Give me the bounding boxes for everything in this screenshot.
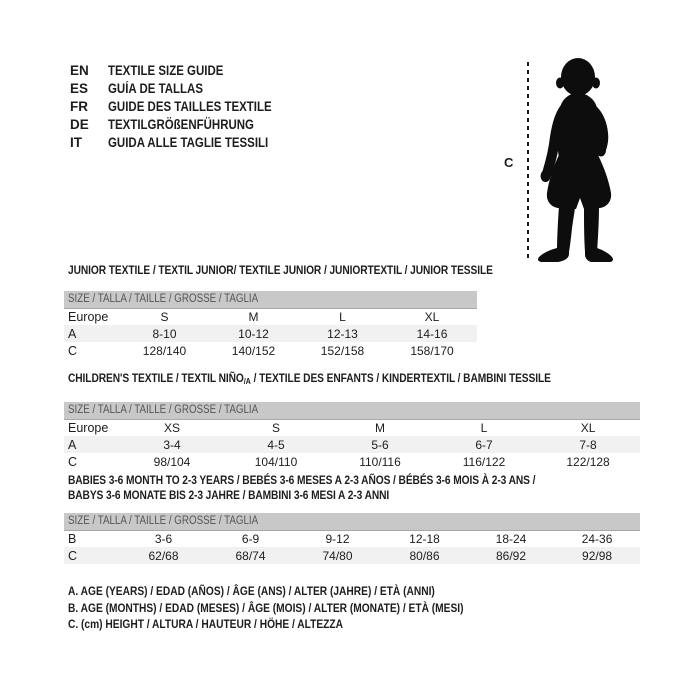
children-table-heading-text — [68, 371, 551, 389]
junior-size-table — [64, 291, 477, 359]
lang-code: ES — [70, 81, 89, 96]
size-cell: 5-6 — [328, 436, 432, 453]
toddler-silhouette — [536, 56, 624, 262]
lang-title: TEXTILGRÖßENFÜHRUNG — [108, 117, 254, 132]
lang-title: GUIDE DES TAILLES TEXTILE — [108, 99, 272, 114]
size-cell: 140/152 — [231, 343, 276, 358]
children-textile-section — [64, 371, 640, 470]
size-cell: 128/140 — [142, 343, 187, 358]
size-cell: 6-9 — [241, 531, 260, 546]
size-cell: 14-16 — [387, 325, 477, 342]
note-age-years — [68, 583, 533, 600]
note-text: B. AGE (MONTHS) / EDAD (MESES) / ÂGE (MOIS) / ALTER (MONATE) / ETÀ (MESI) — [68, 600, 464, 615]
lang-code: DE — [70, 117, 89, 132]
size-cell: 62/68 — [120, 547, 207, 564]
size-cell: 8-10 — [120, 325, 209, 342]
size-header-text: SIZE / TALLA / TAILLE / GRÖSSE / TAGLIA — [68, 404, 259, 417]
size-cell: 116/122 — [462, 454, 506, 469]
size-cell: 110/116 — [359, 454, 401, 469]
children-table-heading — [64, 371, 640, 389]
table-row — [64, 342, 477, 359]
size-cell: 9-12 — [325, 531, 350, 546]
table-row — [64, 325, 477, 342]
row-label: Europe — [68, 309, 109, 324]
size-cell: 10-12 — [209, 325, 298, 342]
children-size-table — [64, 402, 640, 470]
lang-title: GUÍA DE TALLAS — [108, 81, 203, 96]
size-cell: M — [248, 309, 259, 324]
lang-row-es — [70, 80, 301, 98]
lang-row-it — [70, 134, 301, 152]
height-measure-label: C — [504, 155, 514, 170]
size-cell: 3-6 — [154, 531, 173, 546]
size-cell: 86/92 — [468, 547, 554, 564]
size-cell: XL — [424, 309, 440, 324]
babies-textile-section — [64, 473, 640, 564]
size-cell: 122/128 — [566, 454, 610, 469]
lang-row-de — [70, 116, 301, 134]
babies-table-heading — [64, 473, 640, 503]
size-cell: 158/170 — [410, 343, 454, 358]
row-label: Europe — [68, 420, 109, 435]
heading-subscript: /A — [243, 376, 251, 386]
lang-code: EN — [70, 63, 89, 78]
junior-table-heading-text: JUNIOR TEXTILE / TEXTIL JUNIOR/ TEXTILE JUNIOR / JUNIORTEXTIL / JUNIOR TESSILE — [68, 263, 493, 277]
size-cell: 24-36 — [581, 531, 613, 546]
size-cell: 152/158 — [320, 343, 365, 358]
heading-part: / TEXTILE DES ENFANTS / KINDERTEXTIL / BAMBINI TESSILE — [250, 371, 551, 385]
table-row — [64, 547, 640, 564]
note-age-months — [68, 600, 533, 617]
row-label: B — [68, 531, 77, 546]
row-label: C — [64, 547, 120, 564]
size-cell: 104/110 — [254, 454, 298, 469]
size-cell: M — [375, 420, 385, 435]
size-cell: 92/98 — [554, 547, 640, 564]
size-cell: L — [339, 309, 346, 324]
size-header-bar — [64, 402, 640, 419]
babies-size-table — [64, 513, 640, 564]
size-cell: XS — [163, 420, 180, 435]
size-cell: S — [271, 420, 280, 435]
table-row — [64, 308, 477, 325]
height-dashed-line — [527, 62, 529, 258]
size-cell: S — [160, 309, 169, 324]
lang-row-fr — [70, 98, 301, 116]
lang-title: GUIDA ALLE TAGLIE TESSILI — [108, 135, 269, 150]
size-cell: 12-18 — [409, 531, 440, 546]
note-text: A. AGE (YEARS) / EDAD (AÑOS) / ÂGE (ANS) / ALTER (JAHRE) / ETÀ (ANNI) — [68, 584, 435, 598]
size-cell: 98/104 — [153, 454, 191, 469]
table-row — [64, 453, 640, 470]
size-cell: 12-13 — [298, 325, 387, 342]
size-cell: 4-5 — [224, 436, 328, 453]
size-cell: 7-8 — [536, 436, 640, 453]
language-title-list — [70, 62, 301, 152]
babies-heading-line2: BABYS 3-6 MONATE BIS 2-3 JAHRE / BAMBINI 3-6 MESI A 2-3 ANNI — [68, 488, 390, 502]
size-header-bar — [64, 513, 640, 530]
size-header-text: SIZE / TALLA / TAILLE / GRÖSSE / TAGLIA — [68, 515, 259, 528]
row-label: C — [68, 343, 78, 358]
note-height-cm — [68, 616, 533, 633]
row-label: A — [64, 325, 120, 342]
note-text: C. (cm) HEIGHT / ALTURA / HAUTEUR / HÖHE / ALTEZZA — [68, 617, 344, 631]
lang-row-en — [70, 62, 301, 80]
row-label: A — [64, 436, 120, 453]
size-cell: 80/86 — [381, 547, 468, 564]
babies-heading-line1: BABIES 3-6 MONTH TO 2-3 YEARS / BEBÉS 3-6 MESES A 2-3 AÑOS / BÉBÉS 3-6 MOIS À 2-3 ANS / — [68, 473, 536, 487]
junior-textile-section — [64, 263, 568, 359]
lang-code: FR — [70, 99, 88, 114]
lang-code: IT — [70, 135, 82, 150]
size-header-bar — [64, 291, 477, 308]
size-cell: 18-24 — [495, 531, 527, 546]
size-header-text: SIZE / TALLA / TAILLE / GRÖSSE / TAGLIA — [68, 293, 259, 306]
lang-title: TEXTILE SIZE GUIDE — [108, 63, 224, 78]
size-cell: 74/80 — [294, 547, 381, 564]
size-cell: 6-7 — [432, 436, 536, 453]
size-cell: 68/74 — [207, 547, 294, 564]
table-row — [64, 436, 640, 453]
size-cell: XL — [580, 420, 596, 435]
heading-part: CHILDREN'S TEXTILE / TEXTIL NIÑO — [68, 371, 244, 385]
legend-notes — [68, 583, 533, 633]
row-label: C — [68, 454, 78, 469]
table-row — [64, 419, 640, 436]
junior-table-heading — [64, 263, 568, 278]
size-cell: L — [480, 420, 488, 435]
size-cell: 3-4 — [120, 436, 224, 453]
table-row — [64, 530, 640, 547]
